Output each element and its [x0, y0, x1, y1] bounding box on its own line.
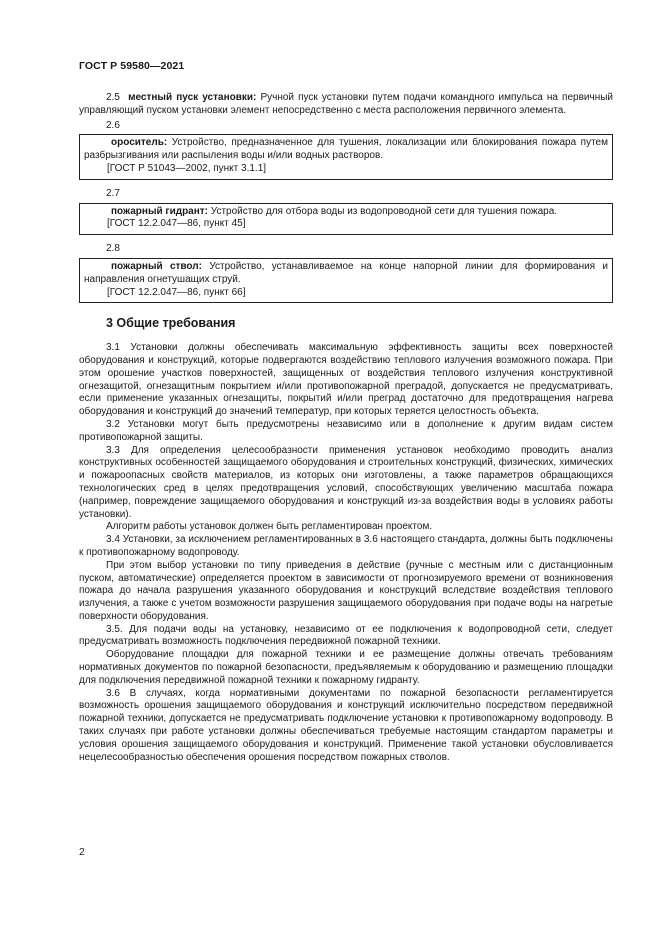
definition-body [84, 206, 608, 219]
paragraph-3-3: 3.3 Для определения целесообразности применения установок необходимо проводить анализ конструктивных особенностей защищаемого оборудования и строительных конструкций, физических, химических и пожароопасных свойств материалов, из которых они изготовлены, а также параметров обращающихся технологических сред в целях предотвращения условий, способствующих увеличению масштаба пожара (например, повреждение защищаемого оборудования и конструкций из-за воздействия воды в условиях работы установки). [79, 444, 613, 520]
definition-number-2-6: 2.6 [106, 119, 120, 131]
definition-text: Ручной пуск установки путем подачи командного импульса на первичный управляющий пуском установки элемент непосредственно с места расположения первичного элемента. [79, 92, 613, 116]
paragraph-3-6: 3.6 В случаях, когда нормативными документами по пожарной безопасности регламентируется возможность орошения защищаемого оборудования и конструкций исключительно посредством передвижной пожарной техники, допускается не предусматривать подключение установки к противопожарному водопроводу. В таких случаях при работе установки должны обеспечиваться требуемые настоящим стандартом параметры и условия орошения защищаемого оборудования и конструкций. Применение такой установки обусловливается нецелесообразностью обеспечения орошения посредством пожарных стволов. [79, 687, 613, 763]
definition-box-2-8 [79, 258, 613, 303]
definition-body [84, 137, 608, 163]
document-body [79, 92, 613, 764]
paragraph-3-5-equipment: Оборудование площадки для пожарной техники и ее размещение должны отвечать требованиям нормативных документов по пожарной безопасности, предъявляемым к оборудованию и размещению площадки для подключения передвижной пожарной техники к пожарному гидранту. [79, 649, 613, 686]
definition-number-2-8: 2.8 [106, 243, 120, 255]
paragraph-3-4: 3.4 Установки, за исключением регламентированных в 3.6 настоящего стандарта, должны быть подключены к противопожарному водопроводу. [79, 534, 613, 558]
definition-reference: [ГОСТ 12.2.047—86, пункт 66] [107, 286, 246, 298]
definition-body [84, 261, 608, 287]
definition-reference: [ГОСТ Р 51043—2002, пункт 3.1.1] [107, 162, 267, 174]
page-number: 2 [79, 846, 85, 858]
paragraph-algorithm: Алгоритм работы установок должен быть регламентирован проектом. [106, 521, 433, 533]
definition-term: ороситель: [111, 137, 168, 149]
section-heading: 3 Общие требования [106, 316, 236, 331]
definition-text: Устройство, устанавливаемое на конце напорной линии для формирования и направления огнетушащих струй. [84, 260, 609, 285]
definition-text: Устройство, предназначенное для тушения, локализации или блокирования пожара путем разбрызгивания или распыления воды и/или водных растворов. [84, 137, 608, 162]
paragraph-3-1: 3.1 Установки должны обеспечивать максимальную эффективность защиты всех поверхностей оборудования и конструкций, которые подвергаются воздействию теплового излучения возможного пожара. При этом орошение участков поверхностей, защищенных от воздействия теплового излучения конструктивной огнезащитой, огнезащитным покрытием и/или противопожарной преградой, допускается не предусматривать, если применение указанных огнезащиты, покрытий и/или преград достаточно для предотвращения нагрева оборудования и конструкций до значений температур, при которых теряется целостность объекта. [79, 342, 613, 418]
definition-term: местный пуск установки: [128, 92, 257, 103]
definition-number-2-7: 2.7 [106, 187, 120, 199]
paragraph-3-4-choice: При этом выбор установки по типу приведения в действие (ручные с местным или с дистанционным пуском, автоматические) определяется проектом в зависимости от прогнозируемого времени от возникновения пожара до начала разрушения указанного оборудования и конструкций вследствие воздействия теплового излучения, а также с учетом возможности разрушения защищаемого оборудования при подаче воды на нагретые поверхности оборудования. [79, 559, 613, 622]
definition-term: пожарный гидрант: [111, 205, 209, 217]
definition-box-2-6 [79, 134, 613, 179]
definition-number: 2.5 [106, 92, 120, 103]
definition-text: Устройство для отбора воды из водопроводной сети для тушения пожара. [208, 205, 558, 217]
definition-term: пожарный ствол: [111, 260, 202, 272]
definition-box-2-7 [79, 203, 613, 236]
paragraph-3-5: 3.5. Для подачи воды на установку, независимо от ее подключения к водопроводной сети, следует предусматривать возможность подключения передвижной пожарной техники. [79, 623, 613, 648]
definition-reference: [ГОСТ 12.2.047—86, пункт 45] [107, 218, 246, 230]
definition-2-5 [79, 92, 613, 118]
paragraph-3-2: 3.2 Установки могут быть предусмотрены независимо или в дополнение к другим видам систем противопожарной защиты. [79, 418, 613, 443]
document-header-code: ГОСТ Р 59580—2021 [79, 60, 185, 72]
